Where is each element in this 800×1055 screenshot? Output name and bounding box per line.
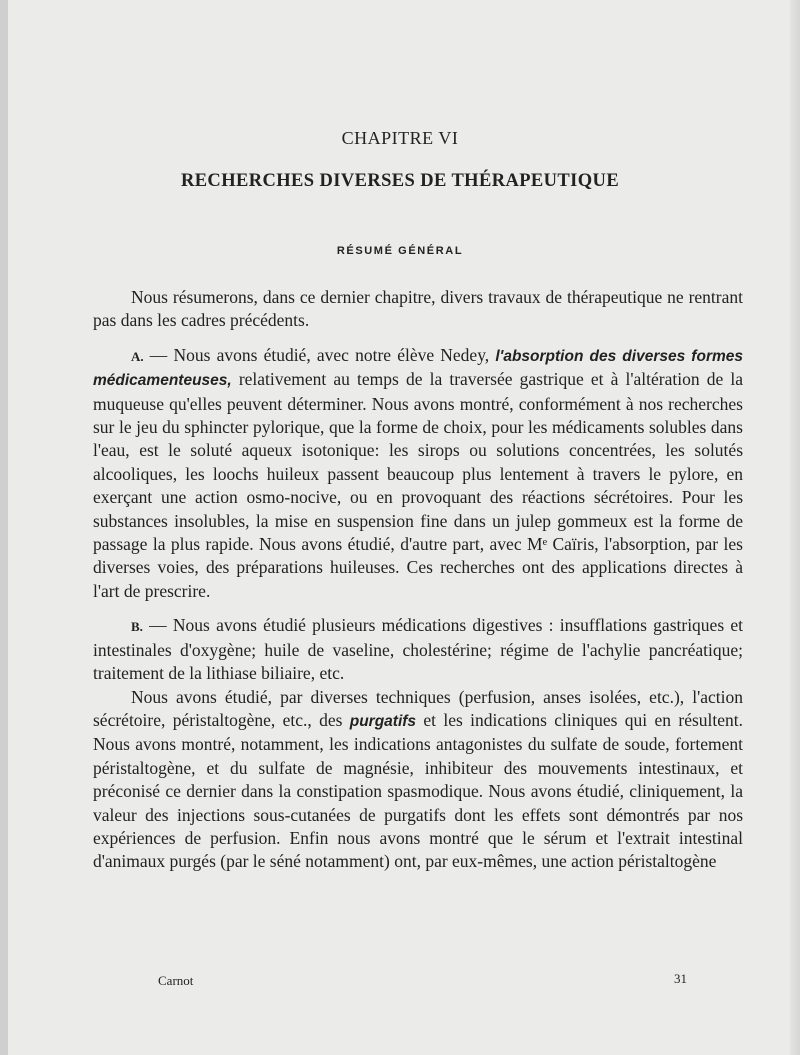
paragraph-a-start: Nous avons étudié, avec notre élève Nedey, [173,344,496,365]
paragraph-a-emphasis: l'absorption des diverses formes médicamenteuses, [93,347,743,390]
paragraph-b2-rest: et les indications cliniques qui en résultent. Nous avons montré, notamment, les indications antagonistes du sulfate de soude, fortement péristaltogène, et du sulfate de magnésie, inhibiteur des mouvements intestinaux, et préconisé ce dernier dans la constipation spasmodique. Nous avons étudié, cliniquement, la valeur des injections sous-cutanées de purgatifs dont les effets sont démontrés par nos expériences de perfusion. Enfin nous avons montré que le sérum et l'extrait intestinal d'animaux purgés (par le séné notamment) ont, par eux-mêmes, une action péristaltogène [93,709,743,872]
paragraph-a-rest: relativement au temps de la traversée gastrique et à l'altération de la muqueuse qu'elles peuvent déterminer. Nous avons montré, conformément à nos recherches sur le jeu du sphincter pylorique, que la forme de choix, pour les médicaments solubles dans l'eau, est le soluté aqueux isotonique: les sirops ou solutions concentrées, les solutés alcooliques, les loochs huileux passent beaucoup plus lentement à travers le pylore, en exerçant une action osmo-nocive, ou en provoquant des réactions sécrétoires. Pour les substances insolubles, la mise en suspension fine dans un julep gommeux est la forme de passage la plus rapide. Nous avons étudié, d'autre part, avec Mᵉ Caïris, l'absorption, par les diverses voies, des préparations huileuses. Ces recherches ont des applications directes à l'art de prescrire. [93,369,743,601]
paragraph-b2-start: Nous avons étudié, par diverses techniques (perfusion, anses isolées, etc.), l'action sécrétoire, péristaltogène, etc., des [93,686,743,730]
page-edge [790,0,800,1055]
body-text [93,286,743,874]
intro-paragraph: Nous résumerons, dans ce dernier chapitre, divers travaux de thérapeutique ne rentrant pas dans les cadres précédents. [93,287,743,331]
paragraph-b-text: Nous avons étudié plusieurs médications digestives : insufflations gastriques et intestinales d'oxygène; huile de vaseline, cholestérine; régime de l'achylie pancréatique; traitement de la lithiase biliaire, etc. [93,615,744,684]
paragraph-b [93,614,743,685]
dash-a: — [143,344,174,365]
paragraph-b2-emphasis: purgatifs [349,712,417,730]
dash-b: — [142,615,173,636]
page-number: 31 [674,971,687,986]
chapter-heading: CHAPITRE VI [341,128,459,148]
section-label-a: A. [131,348,144,364]
paragraph-b2 [93,686,743,874]
paragraph-a [93,344,743,603]
section-subtitle: RÉSUMÉ GÉNÉRAL [336,245,464,257]
chapter-title: RECHERCHES DIVERSES DE THÉRAPEUTIQUE [180,171,620,191]
section-label-b: B. [131,619,143,635]
footer-author: Carnot [158,973,194,988]
